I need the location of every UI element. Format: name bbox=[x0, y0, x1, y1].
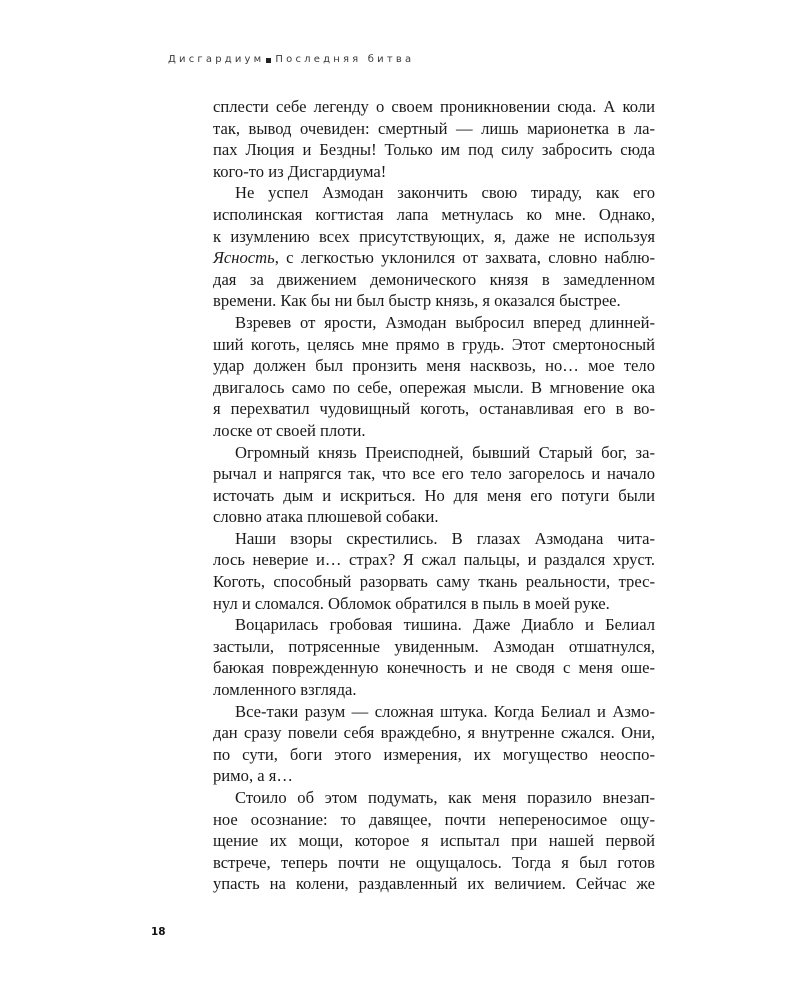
text-line: дан сразу повели себя враждебно, я внутренне сжался. Они, bbox=[213, 723, 655, 743]
text-line: кого-то из Дисгардиума! bbox=[213, 161, 387, 181]
text-line: по сути, боги этого измерения, их могущество неоспо- bbox=[213, 744, 655, 764]
text-line: римо, а я… bbox=[213, 766, 294, 786]
text-line: Огромный князь Преисподней, бывший Старый бог, за- bbox=[235, 442, 655, 462]
text-line: ший коготь, целясь мне прямо в грудь. Этот смертоносный bbox=[213, 334, 655, 354]
text-line: лось неверие и… страх? Я сжал пальцы, и раздался хруст. bbox=[213, 550, 655, 570]
text-line: дая за движением демонического князя в замедленном bbox=[213, 269, 655, 289]
text-line: Ясность, с легкостью уклонился от захвата, словно наблю- bbox=[213, 248, 655, 268]
text-line: пах Люция и Бездны! Только им под силу забросить сюда bbox=[213, 140, 655, 160]
text-line: Воцарилась гробовая тишина. Даже Диабло и Белиал bbox=[235, 615, 655, 635]
text-line: Стоило об этом подумать, как меня поразило внезап- bbox=[235, 788, 655, 807]
text-line: рычал и напрягся так, что все его тело загорелось и начало bbox=[213, 464, 655, 484]
text-line: я перехватил чудовищный коготь, останавливая его в во- bbox=[213, 399, 655, 419]
body-text bbox=[213, 96, 655, 895]
text-line: застыли, потрясенные увиденным. Азмодан отшатнулся, bbox=[213, 636, 655, 656]
text-line: источать дым и искриться. Но для меня его потуги были bbox=[213, 485, 655, 505]
text-line: нул и сломался. Обломок обратился в пыль в моей руке. bbox=[213, 593, 610, 613]
text-line: удар должен был пронзить меня насквозь, но… мое тело bbox=[213, 356, 655, 376]
text-line: ное осознание: то давящее, почти непереносимое ощу- bbox=[213, 809, 655, 829]
text-line: времени. Как бы ни был быстр князь, я оказался быстрее. bbox=[213, 291, 621, 311]
text-line: Все-таки разум — сложная штука. Когда Белиал и Азмо- bbox=[235, 701, 655, 721]
running-head-series: Дисгардиум bbox=[168, 54, 265, 65]
text-line: лоске от своей плоти. bbox=[213, 420, 366, 440]
text-line: сплести себе легенду о своем проникновении сюда. А коли bbox=[213, 97, 655, 116]
text-line: Наши взоры скрестились. В глазах Азмодана чита- bbox=[235, 528, 655, 548]
text-line: встрече, теперь почти не ощущалось. Тогда я был готов bbox=[213, 852, 655, 872]
page-number: 18 bbox=[151, 926, 166, 938]
text-line: словно атака плюшевой собаки. bbox=[213, 507, 439, 527]
italic-term: Ясность bbox=[213, 248, 275, 268]
separator-square-icon bbox=[266, 58, 271, 63]
running-head-title: Последняя битва bbox=[275, 54, 415, 65]
text-line: баюкая поврежденную конечность и не сводя с меня ошe- bbox=[213, 658, 655, 678]
text-line: Не успел Азмодан закончить свою тираду, как его bbox=[235, 183, 655, 203]
text-line: щение их мощи, которое я испытал при нашей первой bbox=[213, 831, 655, 851]
text-line: исполинская когтистая лапа метнулась ко мне. Однако, bbox=[213, 204, 655, 224]
text-line: Коготь, способный разорвать саму ткань реальности, трес- bbox=[213, 572, 655, 592]
text-line: к изумлению всех присутствующих, я, даже не используя bbox=[213, 226, 655, 246]
running-head bbox=[168, 54, 414, 65]
text-line: ломленного взгляда. bbox=[213, 680, 357, 700]
text-line: упасть на колени, раздавленный их величием. Сейчас же bbox=[213, 874, 655, 894]
text-line: двигалось само по себе, опережая мысли. В мгновение ока bbox=[213, 377, 655, 397]
text-line: Взревев от ярости, Азмодан выбросил вперед длинней- bbox=[235, 312, 655, 332]
text-line: так, вывод очевиден: смертный — лишь марионетка в ла- bbox=[213, 118, 655, 138]
